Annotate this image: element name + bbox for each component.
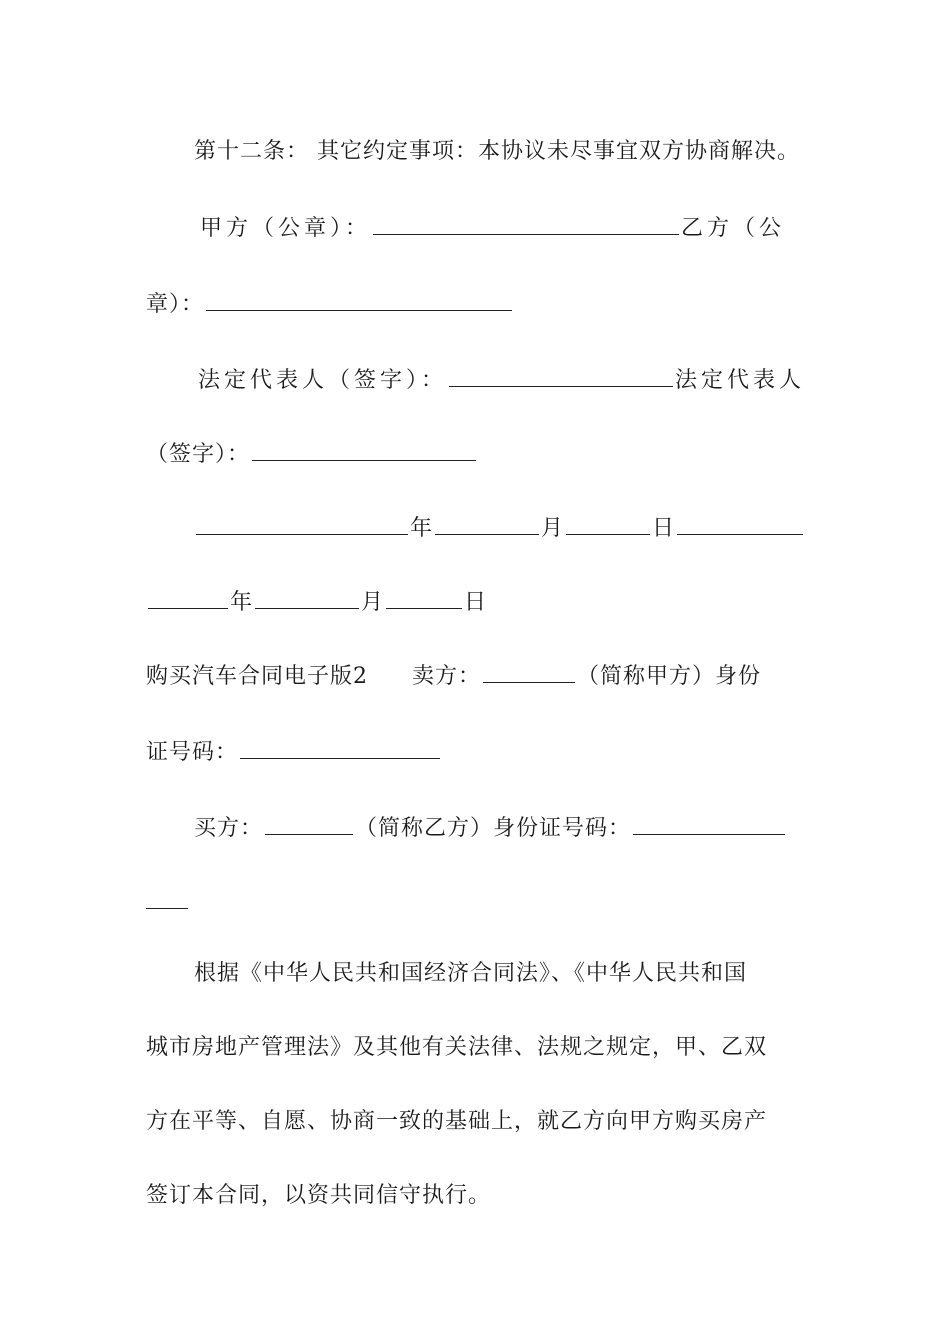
month-b-blank	[255, 580, 359, 609]
party-b-seal-label: 乙方（公	[681, 216, 786, 241]
buyer-line	[194, 806, 806, 846]
day-b-label: 日	[464, 590, 488, 615]
party-b-rep-line	[146, 432, 806, 472]
day-b-blank	[386, 580, 462, 609]
date-line-b	[146, 580, 806, 620]
party-a-rep-blank	[449, 358, 673, 387]
paragraph-text-4: 签订本合同，以资共同信守执行。	[146, 1183, 492, 1208]
year-blank	[196, 506, 408, 535]
article-12-text: 第十二条： 其它约定事项：本协议未尽事宜双方协商解决。	[194, 139, 800, 164]
buyer-id-blank	[633, 806, 785, 835]
contract-title-line	[146, 654, 806, 694]
seller-blank	[483, 654, 575, 683]
rep-signature-line	[198, 358, 810, 398]
day-label: 日	[652, 516, 676, 541]
party-a-seal-blank	[373, 206, 679, 235]
buyer-blank	[265, 806, 353, 835]
party-b-seal-blank	[206, 282, 512, 311]
day-blank	[566, 506, 650, 535]
party-b-rep-label-cont: （签字）：	[146, 442, 251, 467]
buyer-label: 买方：	[194, 816, 264, 841]
paragraph-text-1: 根据《中华人民共和国经济合同法》、《中华人民共和国	[194, 961, 748, 986]
party-b-seal-label-cont: 章）：	[146, 292, 205, 317]
party-seal-line	[200, 206, 812, 246]
seller-abbr: （简称甲方）身份	[577, 664, 762, 689]
party-a-seal-label: 甲方（公章）：	[200, 216, 372, 241]
paragraph-line-3	[146, 1102, 806, 1142]
year-b-label: 年	[230, 590, 254, 615]
seller-id-blank	[240, 730, 440, 759]
paragraph-text-2: 城市房地产管理法》及其他有关法律、法规之规定，甲、乙双	[146, 1035, 768, 1060]
party-b-rep-blank	[252, 432, 476, 461]
contract-title: 购买汽车合同电子版2	[146, 664, 368, 689]
paragraph-line-4	[146, 1176, 806, 1216]
buyer-abbr: （简称乙方）身份证号码：	[355, 816, 632, 841]
seller-id-line	[146, 730, 806, 770]
month-blank	[435, 506, 539, 535]
party-b-rep-label: 法定代表人	[675, 368, 806, 393]
month-label: 月	[541, 516, 565, 541]
paragraph-line-2	[146, 1028, 806, 1068]
year-label: 年	[410, 516, 434, 541]
date-b-blank	[677, 506, 803, 535]
seller-id-label: 证号码：	[146, 740, 239, 765]
party-a-rep-label: 法定代表人（签字）：	[198, 368, 448, 393]
buyer-id-blank-cont	[146, 880, 188, 909]
date-line-a	[194, 506, 806, 546]
seller-label: 卖方：	[412, 664, 482, 689]
month-b-label: 月	[361, 590, 385, 615]
party-b-seal-line	[146, 282, 806, 322]
buyer-id-cont-line	[146, 880, 806, 920]
year-b-blank	[148, 580, 228, 609]
paragraph-line-1	[194, 954, 806, 994]
article-12-line	[194, 132, 806, 172]
paragraph-text-3: 方在平等、自愿、协商一致的基础上，就乙方向甲方购买房产	[146, 1109, 768, 1134]
